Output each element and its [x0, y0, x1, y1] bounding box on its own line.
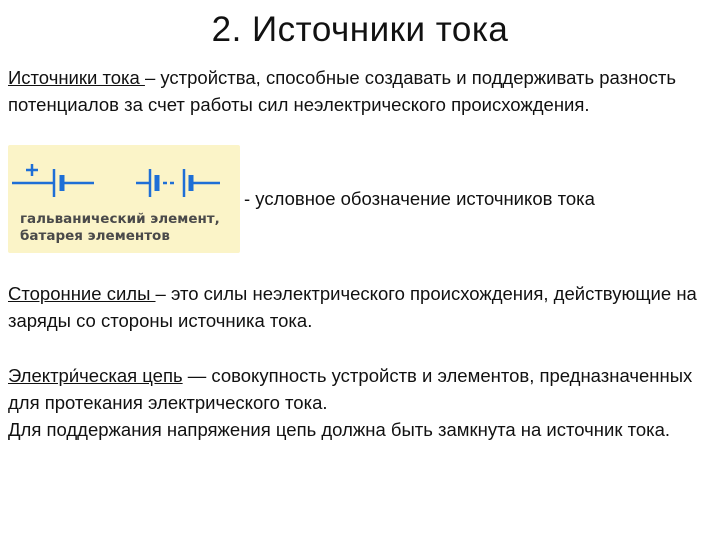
symbol-caption-line-1: гальванический элемент,	[20, 211, 220, 227]
circuit-definition	[8, 362, 708, 443]
circuit-term: Электри́ческая цепь	[8, 365, 183, 386]
battery-symbol-figure	[8, 145, 240, 253]
current-source-text: – устройства, способные создавать и поддерживать разность потенциалов за счет работы сил неэлектрического происхождения.	[8, 67, 676, 115]
circuit-note: Для поддержания напряжения цепь должна быть замкнута на источник тока.	[8, 419, 671, 440]
slide-title: 2. Источники тока	[211, 10, 509, 49]
external-forces-text: – это силы неэлектрического происхождения, действующие на заряды со стороны источника тока.	[8, 283, 697, 331]
symbol-caption	[20, 211, 240, 245]
current-source-term: Источники тока	[8, 67, 145, 88]
external-forces-definition	[8, 280, 708, 334]
circuit-text: — совокупность устройств и элементов, предназначенных для протекания электрического тока.	[8, 365, 693, 413]
current-source-definition	[8, 64, 708, 118]
symbol-description: - условное обозначение источников тока	[244, 188, 595, 209]
external-forces-term: Сторонние силы	[8, 283, 156, 304]
battery-symbol-icon	[8, 145, 240, 211]
symbol-caption-line-2: батарея элементов	[20, 228, 170, 244]
